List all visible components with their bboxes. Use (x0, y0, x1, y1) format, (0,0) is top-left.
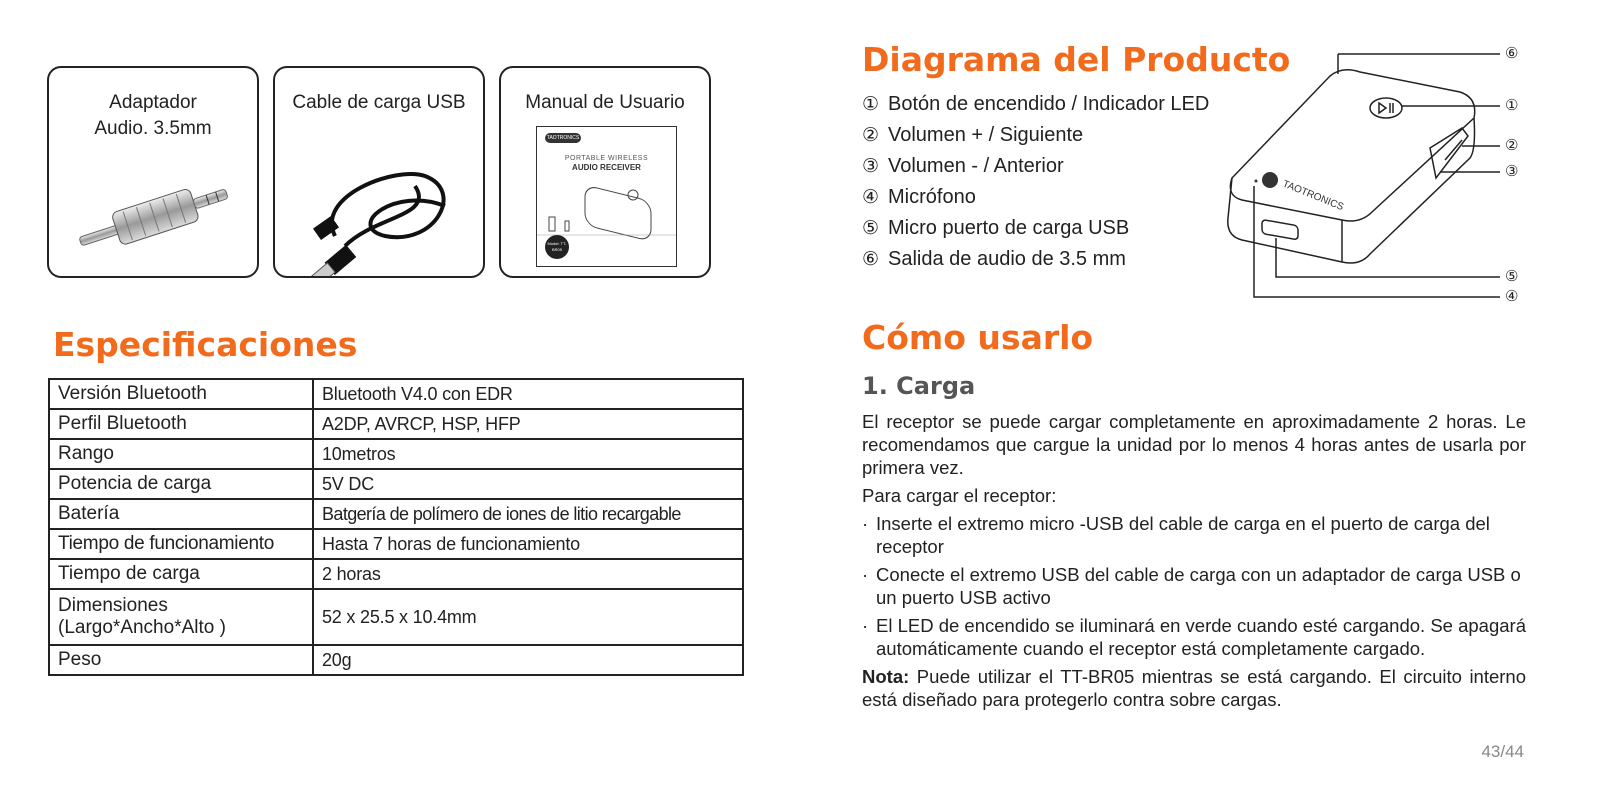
spec-value: A2DP, AVRCP, HSP, HFP (313, 409, 743, 439)
usage-note (862, 665, 1526, 711)
manual-line1: PORTABLE WIRELESS (564, 155, 649, 162)
table-row (49, 645, 743, 675)
audio-jack-adapter-image (49, 164, 261, 274)
spec-key: Rango (49, 439, 313, 469)
callout-4: ④ (1505, 288, 1519, 305)
list-item (862, 245, 1209, 276)
spec-value: 5V DC (313, 469, 743, 499)
device-brand-text: TAOTRONICS (1280, 178, 1346, 214)
table-row (49, 499, 743, 529)
table-row (49, 379, 743, 409)
part-number: ③ (862, 156, 880, 177)
device-diagram (1220, 40, 1520, 310)
page-number: 43/44 (1481, 742, 1524, 761)
specs-title: Especificaciones (53, 325, 358, 364)
content-box-user-manual (499, 66, 711, 278)
manual-line2: AUDIO RECEIVER (572, 163, 641, 172)
step-text: Conecte el extremo USB del cable de carga con un adaptador de carga USB o un puerto USB activo (876, 564, 1521, 608)
usage-lead: Para cargar el receptor: (862, 485, 1057, 506)
table-row (49, 589, 743, 645)
table-row (49, 469, 743, 499)
part-label: Volumen + / Siguiente (888, 124, 1084, 146)
list-item (862, 121, 1209, 152)
microphone-icon (1255, 180, 1258, 183)
callout-2: ② (1505, 137, 1519, 154)
spec-key: Versión Bluetooth (49, 379, 313, 409)
manual-cover (536, 126, 677, 267)
callout-3: ③ (1505, 163, 1519, 180)
part-label: Micro puerto de carga USB (888, 217, 1130, 239)
usage-intro: El receptor se puede cargar completamente en aproximadamente 2 horas. Le recomendamos que cargue la unidad por lo menos 4 horas antes de usarla por primera vez. (862, 411, 1526, 478)
spec-value: 10metros (313, 439, 743, 469)
part-number: ⑥ (862, 249, 880, 270)
list-item (862, 90, 1209, 121)
manual-model-badge: Model: TT-BR05 (545, 235, 569, 259)
part-number: ② (862, 125, 880, 146)
spec-key: Tiempo de carga (49, 559, 313, 589)
spec-value: 52 x 25.5 x 10.4mm (313, 589, 743, 645)
specs-table (48, 378, 744, 676)
list-item (862, 152, 1209, 183)
table-row (49, 409, 743, 439)
spec-key: Dimensiones (Largo*Ancho*Alto ) (49, 589, 313, 645)
manual-brand: TAOTRONICS (546, 135, 580, 141)
part-label: Salida de audio de 3.5 mm (888, 248, 1126, 270)
callout-6: ⑥ (1505, 45, 1519, 62)
part-number: ① (862, 94, 880, 115)
spec-value: Batgería de polímero de iones de litio recargable (313, 499, 743, 529)
table-row (49, 439, 743, 469)
audio-adapter-caption: Adaptador Audio. 3.5mm (94, 92, 212, 139)
part-label: Volumen - / Anterior (888, 155, 1064, 177)
step-text: El LED de encendido se iluminará en verde cuando esté cargando. Se apagará automáticamente cuando el receptor está completamente cargado. (876, 615, 1526, 659)
step-text: Inserte el extremo micro -USB del cable de carga en el puerto de carga del receptor (876, 513, 1490, 557)
spec-key: Batería (49, 499, 313, 529)
spec-key: Perfil Bluetooth (49, 409, 313, 439)
usage-subtitle: 1. Carga (862, 372, 976, 400)
spec-key: Peso (49, 645, 313, 675)
part-number: ⑤ (862, 218, 880, 239)
parts-list (862, 90, 1209, 276)
usage-steps (862, 512, 1526, 660)
list-item (862, 214, 1209, 245)
list-item: · El LED de encendido se iluminará en verde cuando esté cargando. Se apagará automáticamente cuando el receptor está completamente cargado. (862, 615, 1526, 659)
usage-body (862, 410, 1526, 716)
user-manual-caption: Manual de Usuario (525, 92, 685, 113)
list-item: · Conecte el extremo USB del cable de carga con un adaptador de carga USB o un puerto USB activo (862, 564, 1521, 608)
spec-value: Bluetooth V4.0 con EDR (313, 379, 743, 409)
spec-value: 20g (313, 645, 743, 675)
part-label: Micrófono (888, 186, 976, 208)
spec-key: Potencia de carga (49, 469, 313, 499)
spec-key: Tiempo de funcionamiento (49, 529, 313, 559)
table-row (49, 529, 743, 559)
part-label: Botón de encendido / Indicador LED (888, 93, 1210, 115)
spec-value: 2 horas (313, 559, 743, 589)
usb-cable-caption: Cable de carga USB (292, 92, 466, 113)
table-row (49, 559, 743, 589)
callout-5: ⑤ (1505, 268, 1519, 285)
usb-cable-image (275, 126, 487, 276)
content-box-audio-adapter (47, 66, 259, 278)
list-item (862, 183, 1209, 214)
usage-title: Cómo usarlo (862, 318, 1094, 357)
note-text: Puede utilizar el TT-BR05 mientras se está cargando. El circuito interno está diseñado para protegerlo contra sobre cargas. (862, 666, 1527, 710)
diagram-title: Diagrama del Producto (862, 40, 1291, 79)
callout-1: ① (1505, 97, 1519, 114)
note-label: Nota: (862, 666, 910, 687)
list-item: · Inserte el extremo micro -USB del cable de carga en el puerto de carga del receptor (862, 513, 1490, 557)
content-box-usb-cable (273, 66, 485, 278)
brand-logo-icon (1262, 172, 1278, 188)
part-number: ④ (862, 187, 880, 208)
spec-value: Hasta 7 horas de funcionamiento (313, 529, 743, 559)
